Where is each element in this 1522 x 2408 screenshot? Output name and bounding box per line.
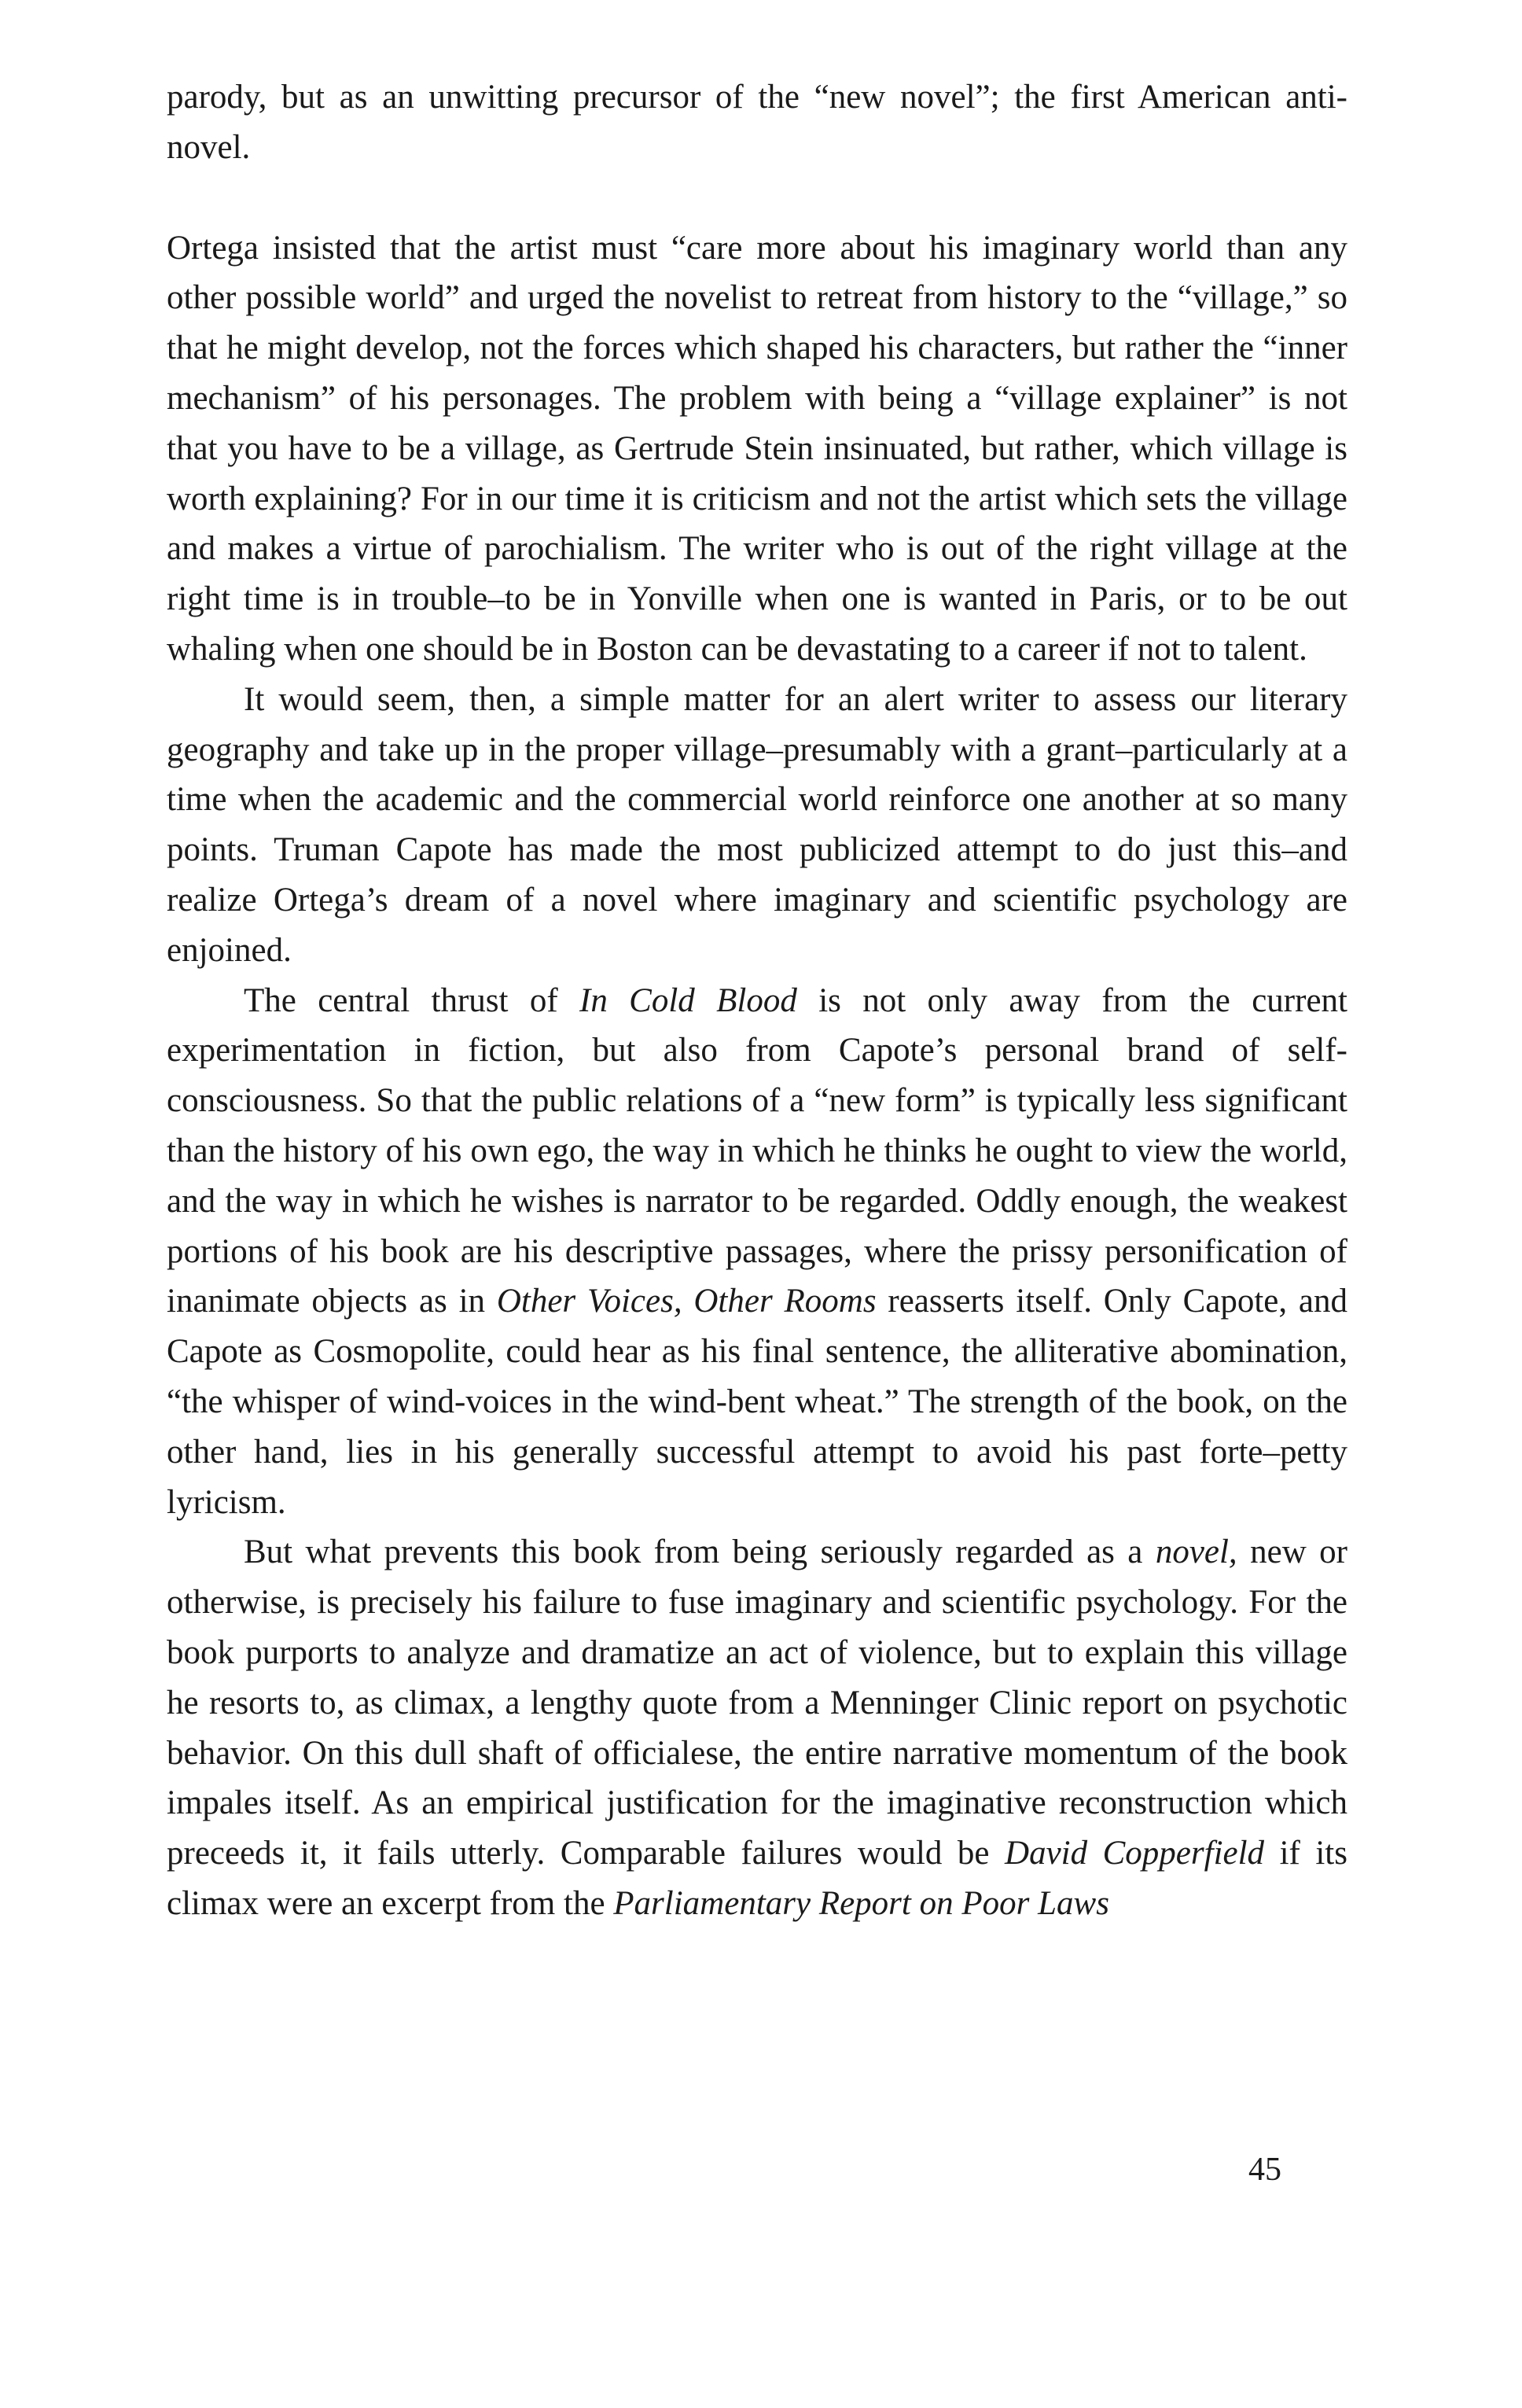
text-segment: if its climax were an excerpt from the <box>167 1835 1347 1922</box>
book-title-david-copperfield: David Copperfield <box>1005 1835 1265 1872</box>
paragraph-continuation <box>167 72 1347 173</box>
paragraph-text: Ortega insisted that the artist must “care more about his imaginary world than any other possible world” and urged the novelist to retreat from history to the “village,” so that he might develop, not the forces which shaped his characters, but rather the “inner mechanism” of his personages. The problem with being a “village explainer” is not that you have to be a village, as Gertrude Stein insinuated, but rather, which village is worth explaining? For in our time it is criticism and not the artist which sets the village and makes a virtue of parochialism. The writer who is out of the right village at the right time is in trouble–to be in Yonville when one is wanted in Paris, or to be out whaling when one should be in Boston can be devastating to a career if not to talent. <box>167 229 1347 668</box>
text-segment: is not only away from the current experimentation in fiction, but also from Capote’s personal brand of self-consciousness. So that the public relations of a “new form” is typically less significant than the history of his own ego, the way in which he thinks he ought to view the world, and the way in which he wishes is narrator to be regarded. Oddly enough, the weakest portions of his book are his descriptive passages, where the prissy personification of inanimate objects as in <box>167 981 1347 1320</box>
paragraph-ortega <box>167 223 1347 675</box>
text-segment: But what prevents this book from being seriously regarded as a <box>244 1534 1156 1571</box>
body-text <box>167 72 1347 1929</box>
text-segment: new or otherwise, is precisely his failure to fuse imaginary and scientific psychology. For the book purports to analyze and dramatize an act of violence, but to explain this village he resorts to, as climax, a lengthy quote from a Menninger Clinic report on psychotic behavior. On this dull shaft of officialese, the entire narrative momentum of the book impales itself. As an empirical justification for the imaginative reconstruction which preceeds it, it fails utterly. Comparable failures would be <box>167 1534 1347 1872</box>
paragraph-text: It would seem, then, a simple matter for an alert writer to assess our literary geography and take up in the proper village–presumably with a grant–particularly at a time when the academic and the commercial world reinforce one another at so many points. Truman Capote has made the most publicized attempt to do just this–and realize Ortega’s dream of a novel where imaginary and scientific psychology are enjoined. <box>167 680 1347 969</box>
paragraph-failure-to-fuse <box>167 1527 1347 1928</box>
book-title-in-cold-blood: In Cold Blood <box>579 981 797 1019</box>
text-segment: reasserts itself. Only Capote, and Capote as Cosmopolite, could hear as his final sentence, the alliterative abomination, “the whisper of wind-voices in the wind-bent wheat.” The strength of the book, on the other hand, lies in his generally successful attempt to avoid his past forte–petty lyricism. <box>167 1283 1348 1521</box>
paragraph-literary-geography <box>167 675 1347 976</box>
text-segment: The central thrust of <box>244 981 579 1019</box>
report-title-poor-laws: Parliamentary Report on Poor Laws <box>613 1884 1109 1922</box>
page-number: 45 <box>1248 2152 1281 2188</box>
paragraph-text: parody, but as an unwitting precursor of the “new novel”; the first American anti-novel. <box>167 79 1347 166</box>
paragraph-central-thrust <box>167 976 1347 1528</box>
book-title-other-voices: Other Voices, Other Rooms <box>496 1283 877 1320</box>
emphasis-novel: novel, <box>1155 1534 1237 1571</box>
